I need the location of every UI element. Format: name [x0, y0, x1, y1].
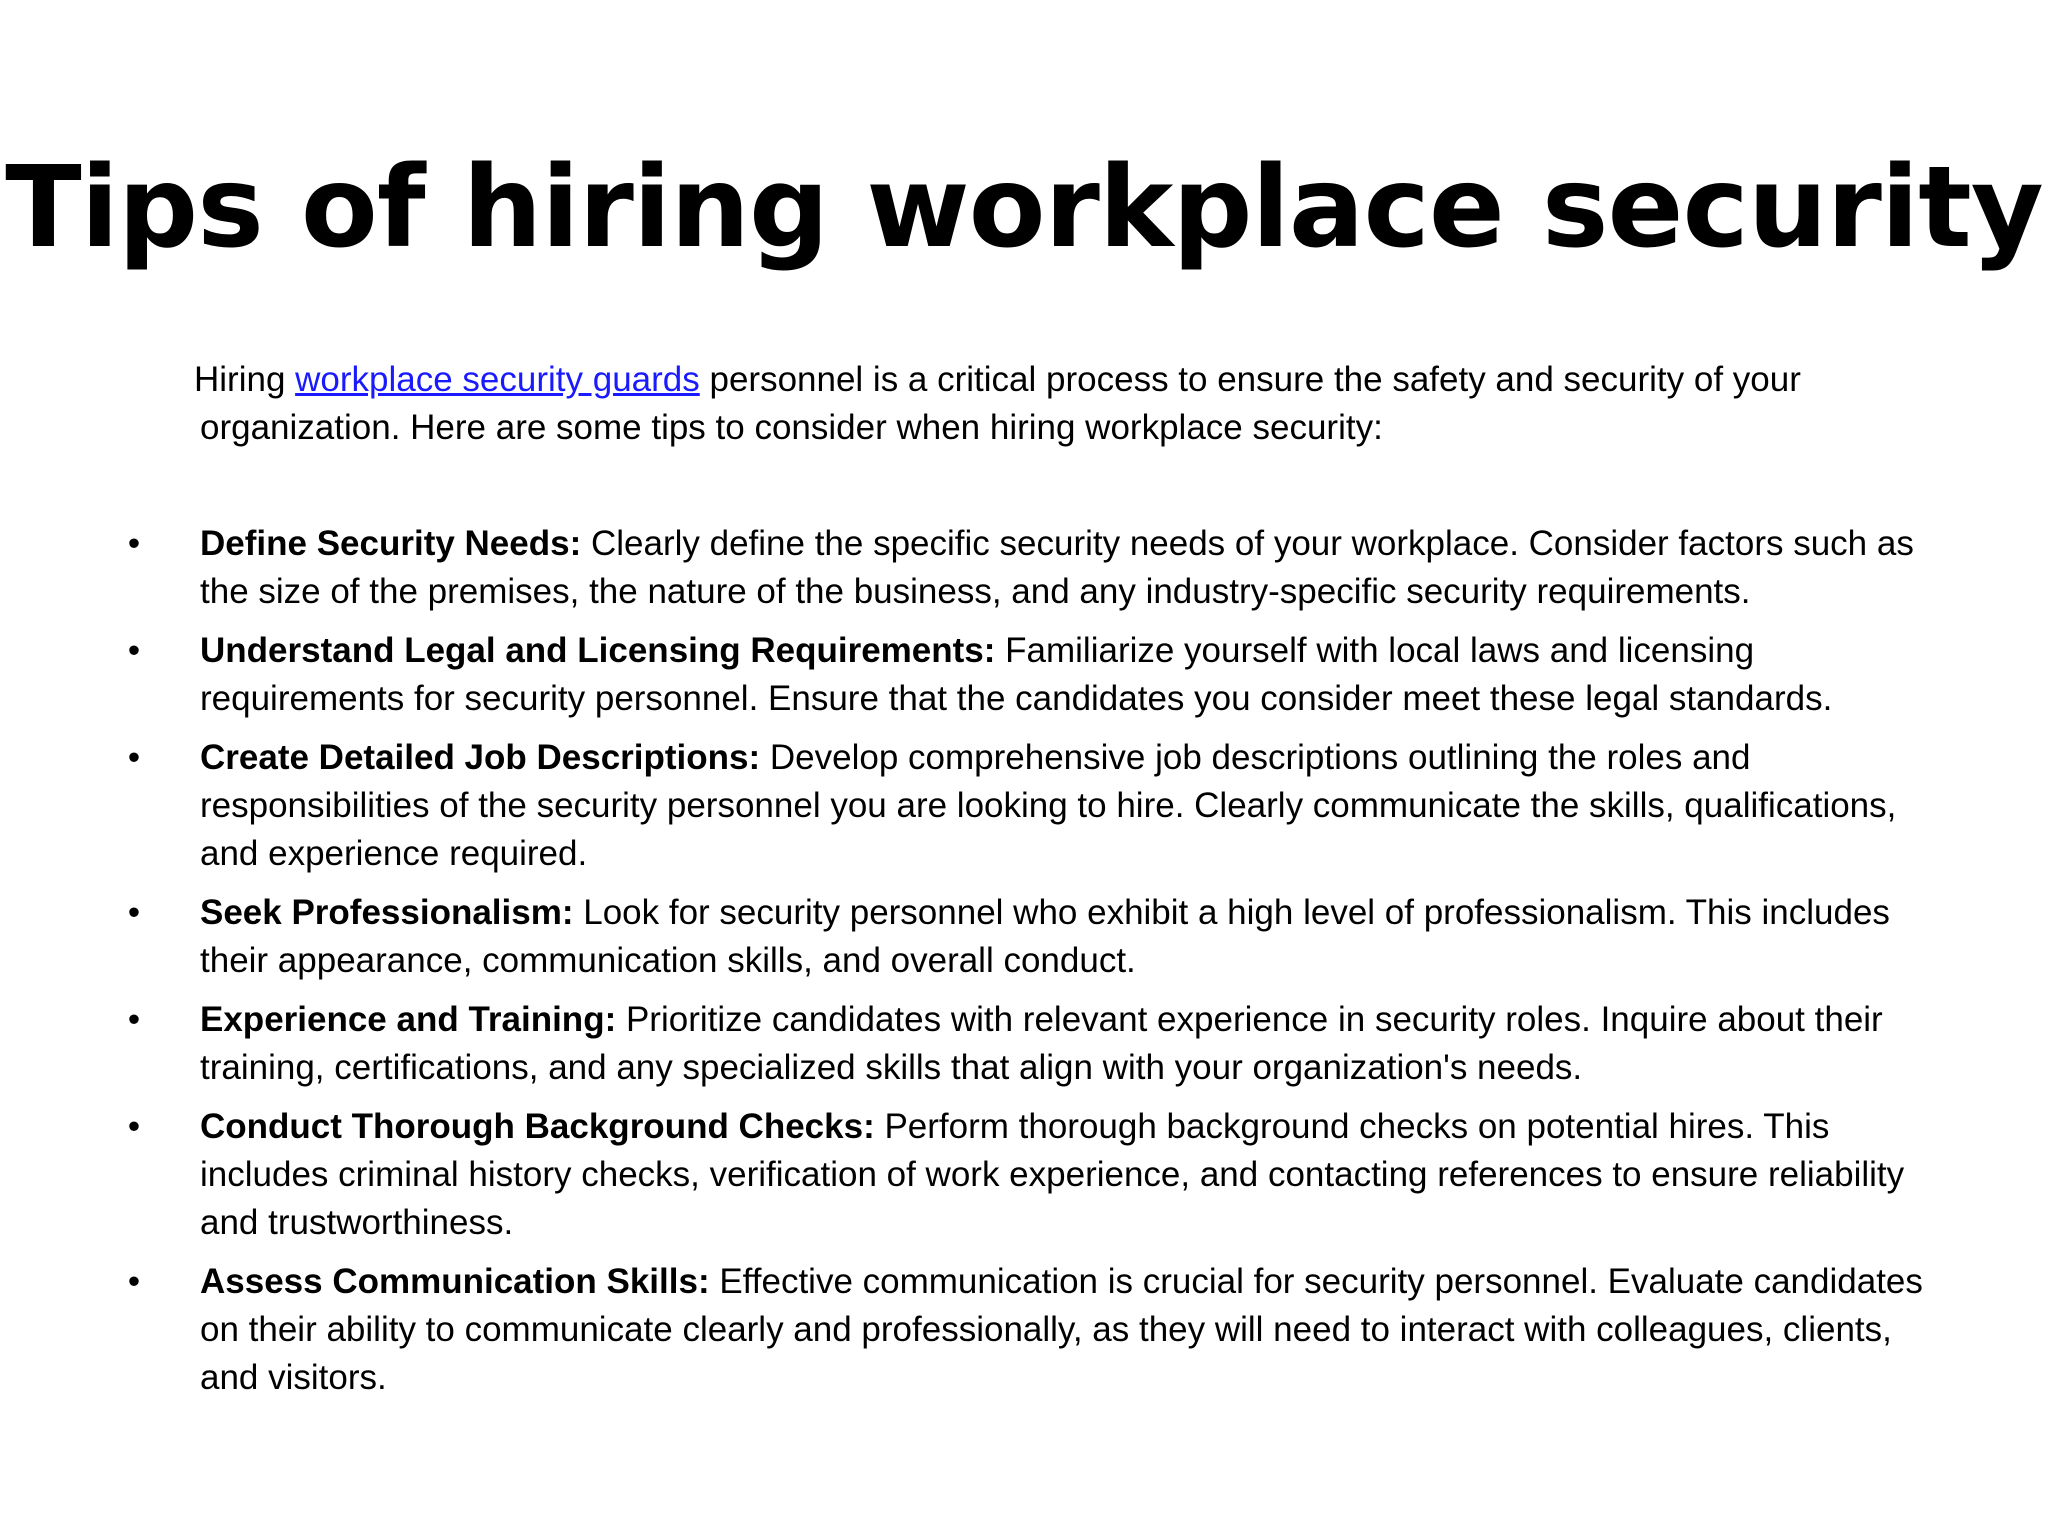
bullet-icon: •: [127, 631, 141, 670]
tip-text: Effective communication is crucial for security personnel. Evaluate candidates on their ability to communicate clearly and professionally, as they will need to interact with colleagues, clients, and visitors.: [200, 1262, 1923, 1397]
intro-text-before-link: Hiring: [194, 360, 296, 399]
tip-heading: Create Detailed Job Descriptions:: [200, 738, 761, 777]
bullet-icon: •: [127, 524, 141, 563]
tip-text: Develop comprehensive job descriptions outlining the roles and responsibilities of the security personnel you are looking to hire. Clearly communicate the skills, qualifications, and experience required.: [200, 738, 1897, 873]
list-item: [0, 1103, 1940, 1247]
list-item: [0, 1258, 1940, 1402]
tip-heading: Experience and Training:: [200, 1000, 617, 1039]
bullet-icon: •: [127, 738, 141, 777]
workplace-security-guards-link[interactable]: workplace security guards: [295, 360, 700, 399]
tip-text: Familiarize yourself with local laws and licensing requirements for security personnel. Ensure that the candidates you consider meet these legal standards.: [200, 631, 1833, 718]
tip-heading: Seek Professionalism:: [200, 893, 574, 932]
list-item: [0, 734, 1940, 878]
bullet-icon: •: [127, 1107, 141, 1146]
list-item: [0, 889, 1940, 985]
tip-text: Perform thorough background checks on potential hires. This includes criminal history checks, verification of work experience, and contacting references to ensure reliability and trustworthiness.: [200, 1107, 1905, 1242]
tip-heading: Conduct Thorough Background Checks:: [200, 1107, 875, 1146]
tip-text: Prioritize candidates with relevant experience in security roles. Inquire about their training, certifications, and any specialized skills that align with your organization's needs.: [200, 1000, 1883, 1087]
intro-paragraph: [194, 356, 1900, 452]
list-item: [0, 996, 1940, 1092]
intro-text-after-link: personnel is a critical process to ensure the safety and security of your organization. Here are some tips to consider when hiring workplace security:: [200, 360, 1801, 447]
list-item: [0, 627, 1940, 723]
list-item: [0, 520, 1940, 616]
tip-heading: Define Security Needs:: [200, 524, 582, 563]
tip-heading: Assess Communication Skills:: [200, 1262, 710, 1301]
tips-list: [0, 520, 2048, 1413]
tip-heading: Understand Legal and Licensing Requirements:: [200, 631, 996, 670]
bullet-icon: •: [127, 1000, 141, 1039]
bullet-icon: •: [127, 1262, 141, 1301]
bullet-icon: •: [127, 893, 141, 932]
tip-text: Look for security personnel who exhibit a high level of professionalism. This includes their appearance, communication skills, and overall conduct.: [200, 893, 1890, 980]
slide-title: Tips of hiring workplace security: [5, 143, 2043, 273]
tip-text: Clearly define the specific security needs of your workplace. Consider factors such as the size of the premises, the nature of the business, and any industry-specific security requirements.: [200, 524, 1914, 611]
